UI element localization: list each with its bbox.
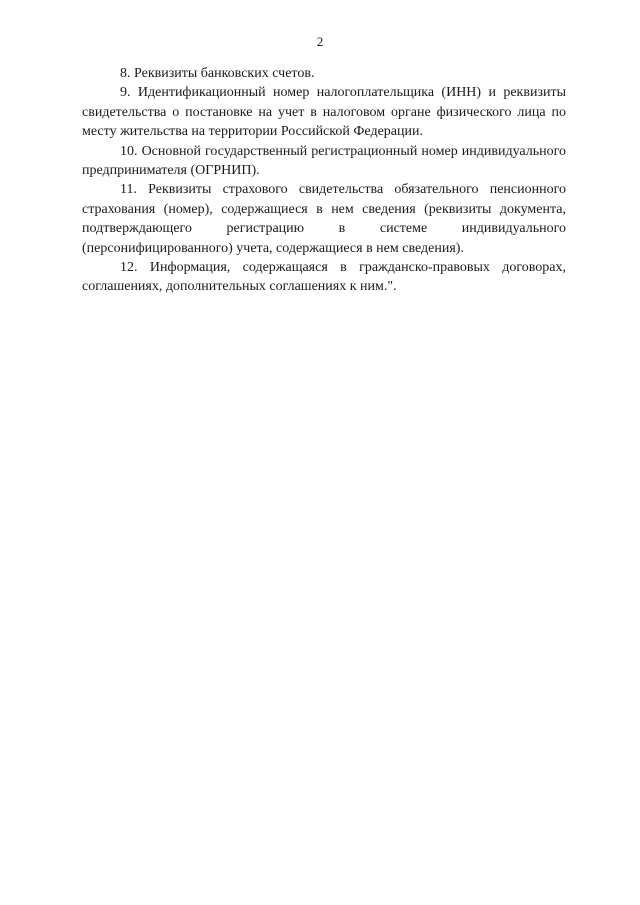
paragraph-12-civil-contracts: 12. Информация, содержащаяся в гражданско-правовых договорах, соглашениях, дополнительных соглашениях к ним.". bbox=[82, 260, 566, 295]
paragraph-8-bank-accounts: 8. Реквизиты банковских счетов. bbox=[120, 66, 315, 81]
paragraph-9-inn: 9. Идентификационный номер налогоплательщика (ИНН) и реквизиты свидетельства о постановке на учет в налоговом органе физического лица по месту жительства на территории Российской Федерации. bbox=[82, 85, 566, 140]
document-body bbox=[82, 64, 566, 297]
page-number: 2 bbox=[316, 34, 324, 49]
paragraph-11-pension-insurance: 11. Реквизиты страхового свидетельства обязательного пенсионного страхования (номер), содержащиеся в нем сведения (реквизиты документа, подтверждающего регистрацию в системе индивидуального (персонифицированного) учета, содержащиеся в нем сведения). bbox=[82, 182, 566, 256]
paragraph-10-ogrnip: 10. Основной государственный регистрационный номер индивидуального предпринимателя (ОГРНИП). bbox=[82, 143, 566, 179]
